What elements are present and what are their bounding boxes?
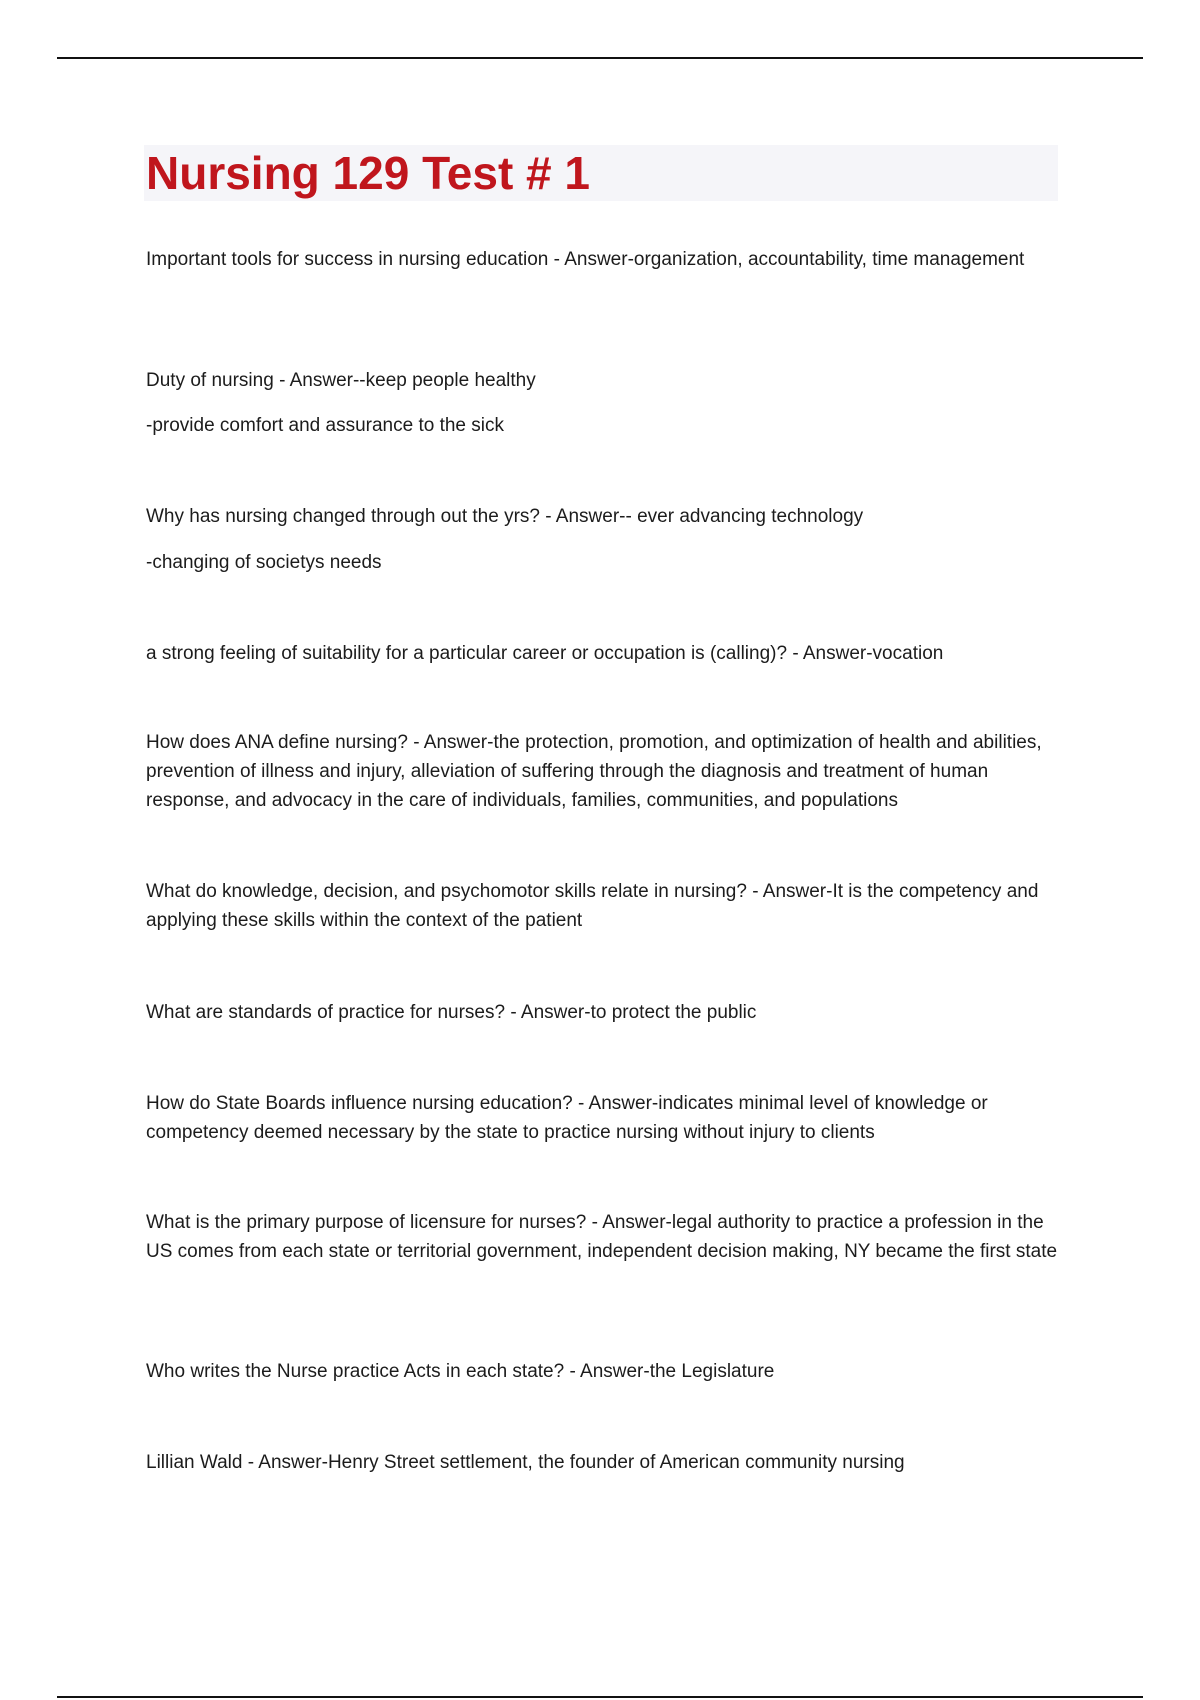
entry-standards-of-practice: What are standards of practice for nurses? - Answer-to protect the public — [146, 1002, 757, 1023]
entry-duty-of-nursing-continued: -provide comfort and assurance to the sick — [146, 415, 505, 436]
entry-why-nursing-changed: Why has nursing changed through out the yrs? - Answer-- ever advancing technology — [146, 506, 864, 527]
bottom-rule — [57, 1696, 1143, 1698]
entry-lillian-wald: Lillian Wald - Answer-Henry Street settlement, the founder of American community nursing — [146, 1452, 905, 1473]
entry-duty-of-nursing: Duty of nursing - Answer--keep people healthy — [146, 370, 536, 391]
entry-licensure-purpose: What is the primary purpose of licensure for nurses? - Answer-legal authority to practice a profession in the US comes from each state or territorial government, independent decision making, NY became the first state — [146, 1212, 1058, 1262]
entry-ana-definition: How does ANA define nursing? - Answer-the protection, promotion, and optimization of health and abilities, prevention of illness and injury, alleviation of suffering through the diagnosis and treatment of human response, and advocacy in the care of individuals, families, communities, and populations — [146, 732, 1042, 811]
entry-tools-for-success: Important tools for success in nursing education - Answer-organization, accountability, time management — [146, 249, 1025, 270]
entry-vocation: a strong feeling of suitability for a particular career or occupation is (calling)? - Answer-vocation — [146, 643, 944, 664]
entry-why-nursing-changed-continued: -changing of societys needs — [146, 552, 382, 573]
title-band — [144, 145, 1058, 201]
entry-skills-in-nursing: What do knowledge, decision, and psychomotor skills relate in nursing? - Answer-It is the competency and applying these skills within the context of the patient — [146, 881, 1039, 931]
page-title: Nursing 129 Test # 1 — [146, 147, 590, 199]
top-rule — [57, 57, 1143, 59]
entry-nurse-practice-acts: Who writes the Nurse practice Acts in each state? - Answer-the Legislature — [146, 1361, 775, 1382]
entry-state-boards: How do State Boards influence nursing education? - Answer-indicates minimal level of knowledge or competency deemed necessary by the state to practice nursing without injury to clients — [146, 1093, 988, 1143]
